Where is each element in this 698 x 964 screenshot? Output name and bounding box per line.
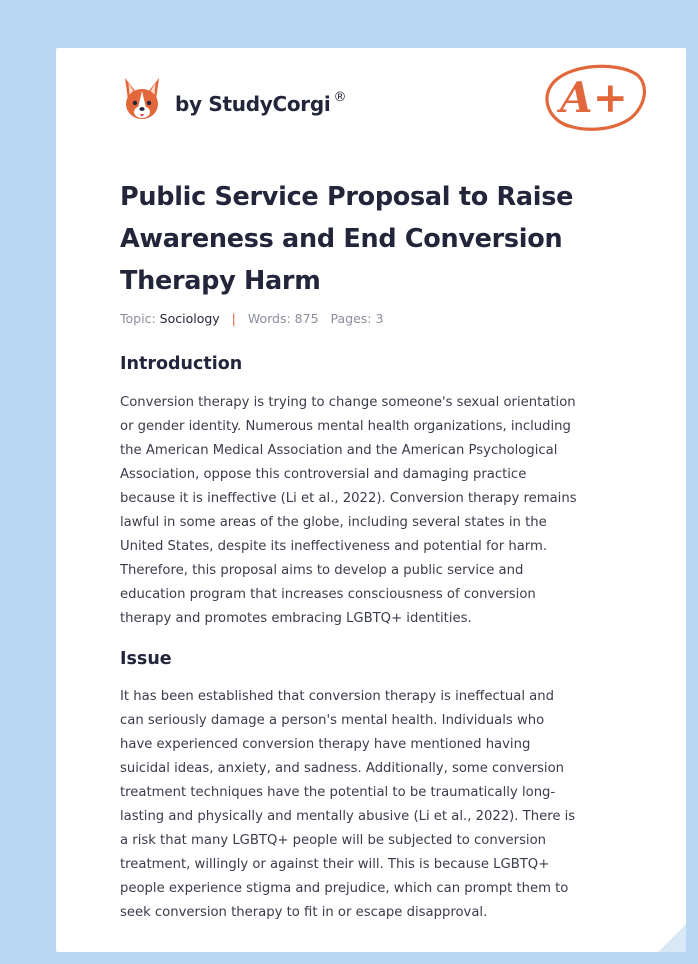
section-body-introduction: Conversion therapy is trying to change someone's sexual orientation or gender identity. Numerous mental health organizations, including the American Medical Association and the American Psychological Association, oppose this controversial and damaging practice because it is ineffective (Li et al., 2022). Conversion therapy remains lawful in some areas of the globe, including several states in the United States, despite its ineffectiveness and potential for harm. Therefore, this proposal aims to develop a public service and education program that increases consciousness of conversion therapy and promotes embracing LGBTQ+ identities.: [120, 395, 577, 626]
registered-mark: ®: [333, 90, 347, 105]
word-count: Words: 875: [247, 311, 319, 326]
brand-name: by StudyCorgi ®: [175, 90, 347, 116]
meta-separator: |: [231, 311, 236, 326]
section-body-issue: It has been established that conversion therapy is ineffectual and can seriously damage a person's mental health. Individuals who have experienced conversion therapy have mentioned having suicidal ideas, anxiety, and sadness. Additionally, some conversion treatment techniques have the potential to be traumatically long-lasting and physically and mentally abusive (Li et al., 2022). There is a risk that many LGBTQ+ people will be subjected to conversion treatment, willingly or against their will. This is because LGBTQ+ people experience stigma and prejudice, which can prompt them to seek conversion therapy to fit in or escape disapproval.: [120, 689, 576, 920]
topic-link[interactable]: Sociology: [159, 311, 220, 326]
page-title: Public Service Proposal to Raise Awareness and End Conversion Therapy Harm: [120, 182, 574, 296]
section-heading-issue: Issue: [120, 649, 172, 669]
corgi-icon: [122, 76, 162, 122]
page-count: Pages: 3: [330, 311, 384, 326]
grade-text: A+: [560, 73, 628, 122]
page-curl: [658, 924, 686, 952]
document-page: [56, 48, 686, 952]
brand-header[interactable]: [122, 76, 346, 122]
topic-label: Topic:: [120, 311, 156, 326]
section-heading-introduction: Introduction: [120, 354, 243, 374]
grade-badge-icon: [538, 58, 648, 140]
document-meta: [120, 311, 383, 326]
